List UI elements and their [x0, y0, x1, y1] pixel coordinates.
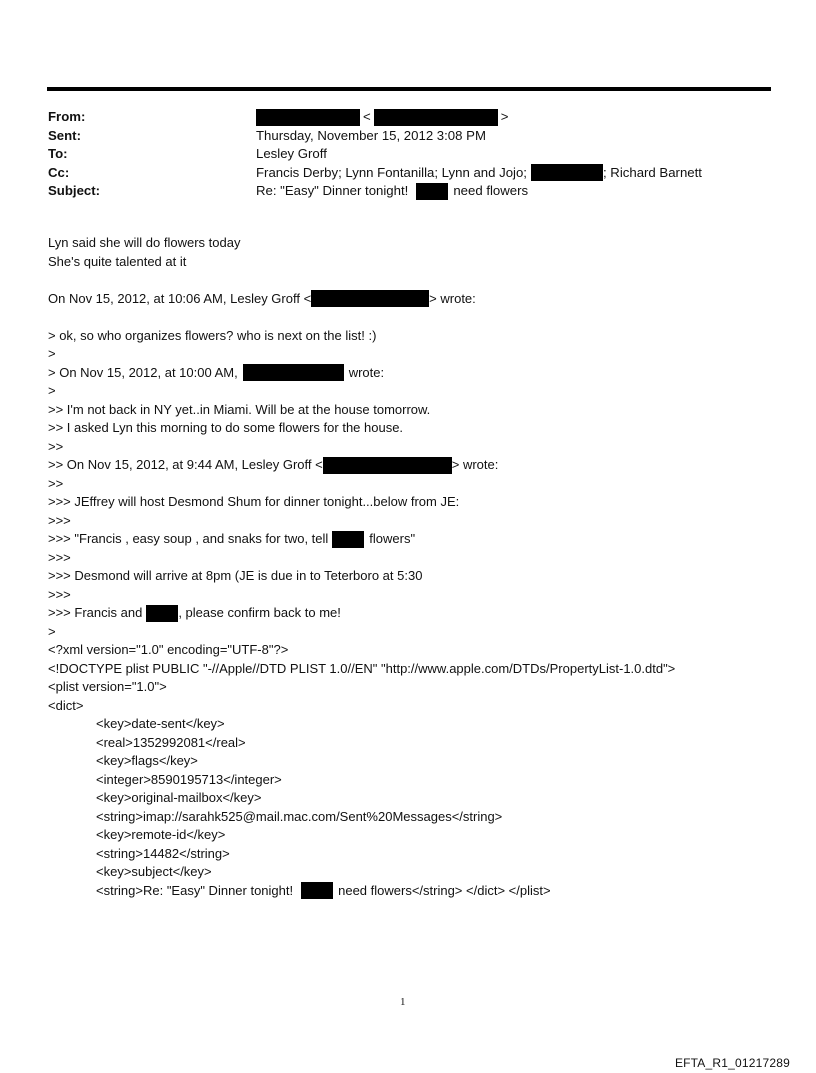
from-row — [48, 108, 788, 127]
subject-value — [256, 182, 528, 201]
redaction-block — [243, 364, 344, 381]
cc-value — [256, 164, 702, 183]
body-line: >>> Desmond will arrive at 8pm (JE is due in to Teterboro at 5:30 — [48, 568, 423, 583]
plist-line: <!DOCTYPE plist PUBLIC "-//Apple//DTD PLIST 1.0//EN" "http://www.apple.com/DTDs/PropertyList-1.0.dtd"> — [48, 660, 676, 676]
quote-intro-text: wrote: — [348, 364, 385, 380]
plist-line: <real>1352992081</real> — [96, 734, 246, 750]
plist-text: <string>Re: "Easy" Dinner tonight! — [96, 882, 294, 898]
quoted-text: >>> Francis and — [48, 605, 143, 620]
sent-value: Thursday, November 15, 2012 3:08 PM — [256, 127, 486, 143]
header-rule — [47, 87, 771, 91]
from-value — [256, 108, 508, 127]
body-line: She's quite talented at it — [48, 253, 187, 269]
plist-line: <key>date-sent</key> — [96, 716, 225, 731]
cc-names-rest: ; Richard Barnett — [602, 164, 702, 180]
body-line: >>> — [48, 512, 71, 528]
redaction-block — [323, 457, 452, 474]
to-row — [48, 145, 788, 164]
redaction-block — [311, 290, 429, 307]
quoted-text: flowers" — [369, 531, 416, 546]
redaction-block — [531, 164, 603, 181]
plist-line: <key>subject</key> — [96, 864, 212, 879]
body-line: > — [48, 346, 56, 361]
quote-intro-text: > wrote: — [451, 457, 499, 472]
plist-line: <string>imap://sarahk525@mail.mac.com/Sent%20Messages</string> — [96, 808, 503, 824]
plist-line — [48, 882, 788, 901]
bates-number: EFTA_R1_01217289 — [674, 1056, 790, 1070]
plist-line: <plist version="1.0"> — [48, 679, 167, 694]
quote-intro-text: > wrote: — [429, 290, 476, 306]
sent-label: Sent: — [48, 127, 81, 143]
subject-label: Subject: — [48, 183, 101, 198]
quote-intro-text: >> On Nov 15, 2012, at 9:44 AM, Lesley Groff < — [48, 457, 323, 472]
body-line — [48, 530, 788, 549]
body-line: > — [48, 383, 56, 398]
plist-text: need flowers</string> </dict> </plist> — [338, 882, 551, 898]
quote-intro-text: > On Nov 15, 2012, at 10:00 AM, — [48, 364, 238, 380]
body-line: >> I asked Lyn this morning to do some flowers for the house. — [48, 420, 404, 435]
cc-label: Cc: — [48, 164, 70, 180]
body-line: >> — [48, 475, 64, 491]
page-number: 1 — [400, 996, 406, 1008]
email-body — [48, 234, 788, 900]
quote-intro-text: On Nov 15, 2012, at 10:06 AM, Lesley Groff < — [48, 290, 312, 306]
plist-line: <dict> — [48, 697, 84, 713]
plist-line: <key>original-mailbox</key> — [96, 790, 262, 805]
from-label: From: — [48, 109, 86, 124]
redaction-block — [332, 531, 364, 548]
subject-row — [48, 182, 788, 201]
sent-row — [48, 127, 788, 146]
plist-line: <key>remote-id</key> — [96, 827, 226, 842]
body-line: >> I'm not back in NY yet..in Miami. Will be at the house tomorrow. — [48, 401, 431, 417]
plist-line: <string>14482</string> — [96, 845, 230, 861]
redaction-block — [301, 882, 333, 899]
subject-text-rest: need flowers — [453, 183, 529, 198]
redaction-block — [374, 109, 498, 126]
quoted-text: , please confirm back to me! — [178, 605, 341, 620]
body-line: > ok, so who organizes flowers? who is next on the list! :) — [48, 327, 377, 343]
plist-line: <key>flags</key> — [96, 753, 198, 768]
from-close-bracket: > — [500, 109, 509, 124]
cc-row — [48, 164, 788, 183]
body-line: > — [48, 623, 56, 639]
body-line: >>> — [48, 586, 71, 602]
body-line: >> — [48, 438, 64, 454]
plist-line: <?xml version="1.0" encoding="UTF-8"?> — [48, 642, 289, 657]
redaction-block — [256, 109, 360, 126]
to-label: To: — [48, 146, 68, 161]
body-line: Lyn said she will do flowers today — [48, 235, 241, 250]
quote-intro-line — [48, 456, 788, 475]
from-open-bracket: < — [363, 109, 371, 124]
plist-line: <integer>8590195713</integer> — [96, 771, 282, 787]
body-line — [48, 604, 788, 623]
redaction-block — [416, 183, 448, 200]
subject-text: Re: "Easy" Dinner tonight! — [256, 183, 409, 198]
redaction-block — [146, 605, 178, 622]
quote-intro-line — [48, 364, 788, 383]
cc-names: Francis Derby; Lynn Fontanilla; Lynn and Jojo; — [256, 164, 527, 180]
body-line: >>> — [48, 549, 71, 565]
quoted-text: >>> "Francis , easy soup , and snaks for two, tell — [48, 531, 329, 546]
to-value: Lesley Groff — [256, 146, 327, 161]
body-line: >>> JEffrey will host Desmond Shum for dinner tonight...below from JE: — [48, 494, 460, 509]
quote-intro-line — [48, 290, 788, 309]
email-header — [48, 108, 788, 201]
